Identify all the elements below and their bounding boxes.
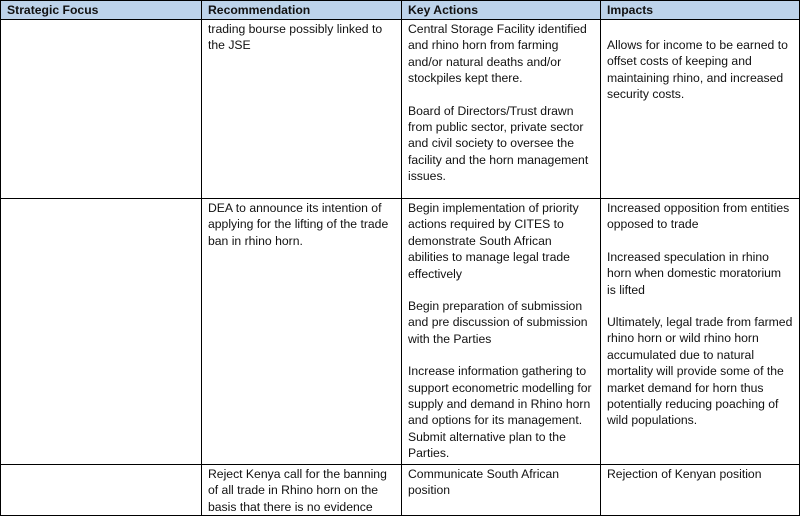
- key-action-text: Begin implementation of priority actions required by CITES to demonstrate South African abilities to manage legal trade effectively: [408, 201, 579, 281]
- impact-text: Allows for income to be earned to offset costs of keeping and maintaining rhino, and increased security costs.: [607, 38, 788, 102]
- recommendation-text: trading bourse possibly linked to the JSE: [208, 22, 383, 53]
- key-action-text: Central Storage Facility identified and rhino horn from farming and/or natural deaths and/or stockpiles kept there.: [408, 22, 587, 86]
- impact-text: Ultimately, legal trade from farmed rhino horn or wild rhino horn accumulated due to natural mortality will provide some of the market demand for horn thus potentially reducing poaching of wild populations.: [607, 315, 793, 428]
- key-actions-cell: [402, 199, 601, 465]
- key-actions-cell: [402, 465, 601, 516]
- header-row: [1, 1, 800, 20]
- impact-text: Increased speculation in rhino horn when domestic moratorium is lifted: [607, 249, 782, 297]
- key-action-text: Begin preparation of submission and pre discussion of submission with the Parties: [408, 299, 588, 346]
- table-row: [1, 465, 800, 516]
- key-action-text: Increase information gathering to support econometric modelling for supply and demand in Rhino horn and options for its management. Submit alternative plan to the Parties.: [408, 364, 592, 461]
- table-row: [1, 199, 800, 465]
- header-key-actions: Key Actions: [402, 1, 601, 20]
- recommendation-text: Reject Kenya call for the banning of all trade in Rhino horn on the basis that there is no evidence: [208, 467, 387, 514]
- header-strategic-focus: Strategic Focus: [1, 1, 202, 20]
- recommendation-cell: [202, 20, 402, 199]
- impact-text: Increased opposition from entities opposed to trade: [607, 201, 790, 232]
- impacts-cell: [601, 199, 800, 465]
- recommendation-text: DEA to announce its intention of applying for the lifting of the trade ban in rhino horn.: [208, 201, 389, 248]
- strategic-focus-cell: [1, 199, 202, 465]
- key-actions-cell: [402, 20, 601, 199]
- header-recommendation: Recommendation: [202, 1, 402, 20]
- header-impacts: Impacts: [601, 1, 800, 20]
- key-action-text: Board of Directors/Trust drawn from public sector, private sector and civil society to oversee the facility and the horn management issues.: [408, 103, 589, 184]
- key-action-text: Communicate South African position: [408, 467, 560, 498]
- table-row: [1, 20, 800, 199]
- impacts-cell: [601, 20, 800, 199]
- impacts-cell: [601, 465, 800, 516]
- impact-text: Rejection of Kenyan position: [607, 467, 762, 481]
- recommendation-cell: [202, 465, 402, 516]
- strategic-focus-cell: [1, 20, 202, 199]
- recommendation-cell: [202, 199, 402, 465]
- strategic-focus-cell: [1, 465, 202, 516]
